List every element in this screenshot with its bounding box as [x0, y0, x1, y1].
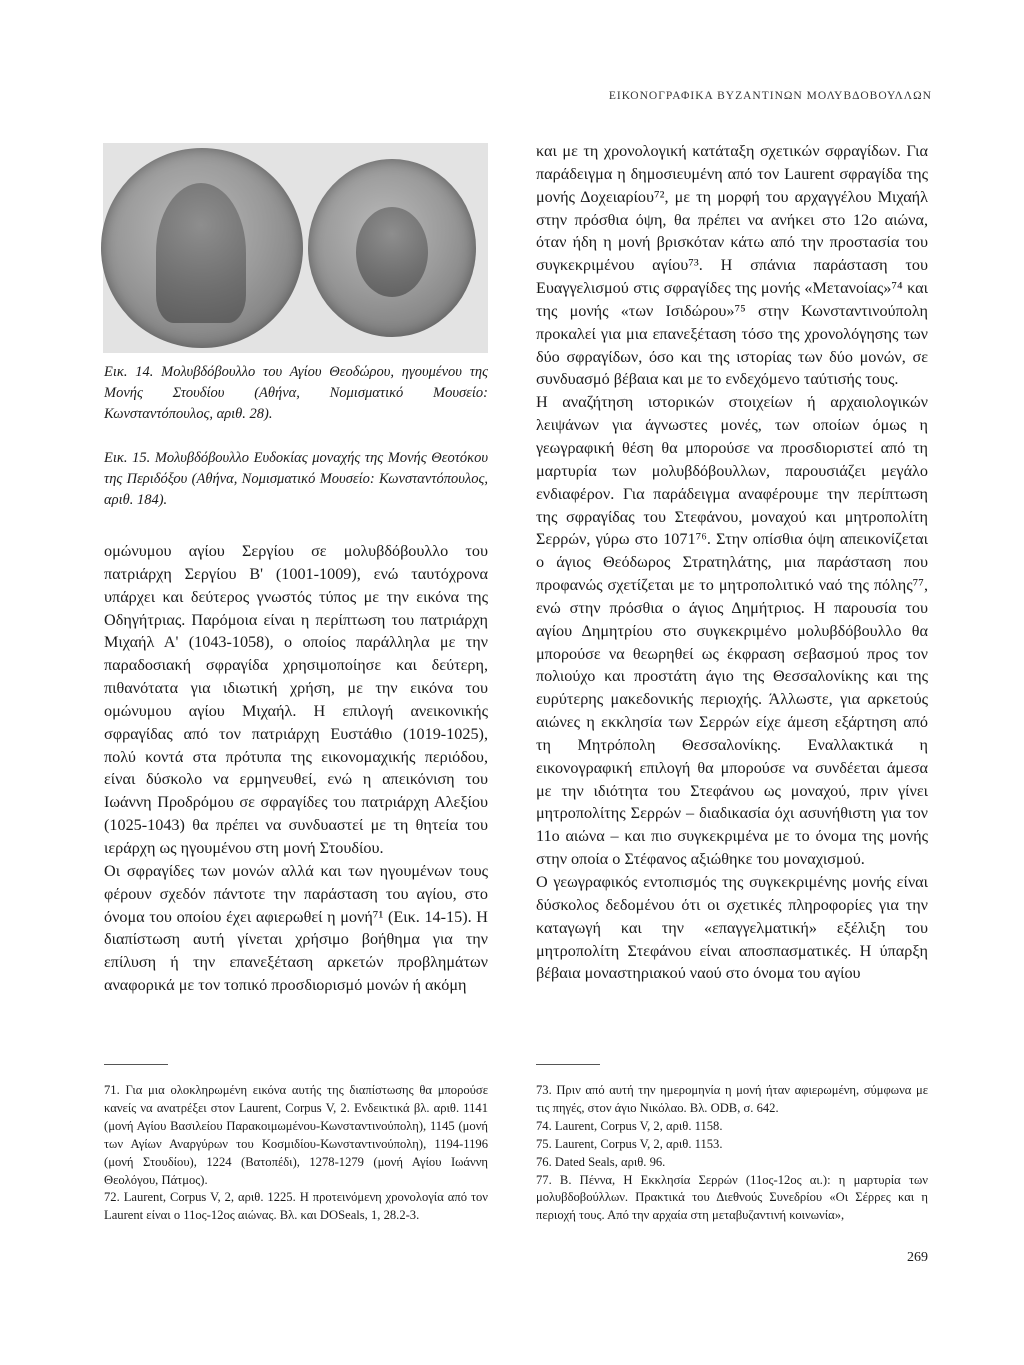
footnote-separator — [104, 1064, 168, 1065]
footnote-75: 75. Laurent, Corpus V, 2, αριθ. 1153. — [536, 1136, 723, 1151]
footnote-76: 76. Dated Seals, αριθ. 96. — [536, 1154, 666, 1169]
footnote-77: 77. Β. Πέννα, Η Εκκλησία Σερρών (11ος-12ος αι.): η μαρτυρία των μολυβδοβούλλων. Πρακτικά του Διεθνούς Συνεδρίου «Οι Σέρρες και η περιοχή τους. Από την αρχαία στη μεταβυζαντινή κοινωνία», — [536, 1172, 928, 1223]
paragraph: Οι σφραγίδες των μονών αλλά και των ηγουμένων τους φέρουν σχεδόν πάντοτε την παράσταση του αγίου, στο όνομα του οποίου έχει αφιερωθεί η μονή⁷¹ (Εικ. 14-15). Η διαπίστωση αυτή γίνεται χρήσιμο βοήθημα για την επίλυση ή την επανεξέταση αρκετών προβλημάτων αναφορικά με τον τοπικό προσδιορισμό μονών ή ακόμη — [104, 861, 488, 995]
figure-caption-14: Εικ. 14. Μολυβδόβουλλο του Αγίου Θεοδώρου, ηγουμένου της Μονής Στουδίου (Αθήνα, Νομισματικό Μουσείο: Κωνσταντόπουλος, αριθ. 28). — [104, 364, 488, 422]
figure-caption-15: Εικ. 15. Μολυβδόβουλλο Ευδοκίας μοναχής της Μονής Θεοτόκου της Περιδόξου (Αθήνα, Νομισματικό Μουσείο: Κωνσταντόπουλος, αριθ. 184). — [104, 450, 488, 508]
footnotes-left — [104, 1082, 488, 1225]
running-head: ΕΙΚΟΝΟΓΡΑΦΙΚΑ ΒΥΖΑΝΤΙΝΩΝ ΜΟΛΥΒΔΟΒΟΥΛΛΩΝ — [608, 90, 932, 102]
page-number: 269 — [907, 1250, 928, 1265]
footnote-73: 73. Πριν από αυτή την ημερομηνία η μονή ήταν αφιερωμένη, σύμφωνα με τις πηγές, στον άγιο Νικόλαο. Βλ. ODB, σ. 642. — [536, 1083, 928, 1115]
paragraph: Η αναζήτηση ιστορικών στοιχείων ή αρχαιολογικών λειψάνων για άγνωστες μονές, των οποίων όμως η γεωγραφική θέση θα μπορούσε να προσδιοριστεί από τη μαρτυρία των μολυβδόβουλλων, παρουσιάζει μεγάλο ενδιαφέρον. Για παράδειγμα αναφέρουμε την περίπτωση της σφραγίδας του Στεφάνου, μοναχού και μητροπολίτη Σερρών, γύρω στο 1071⁷⁶. Στην οπίσθια όψη απεικονίζεται ο άγιος Θεόδωρος Στρατηλάτης, μια παράσταση που προφανώς σχετίζεται με το μητροπολιτικό ναό της πόλης⁷⁷, ενώ στην πρόσθια ο άγιος Δημήτριος. Η παρουσία του αγίου Δημητρίου στο συγκεκριμένο μολυβδόβουλλο θα μπορούσε να θεωρηθεί ως έκφραση σεβασμού προς τον πολιούχο και προστάτη άγιο της Θεσσαλονίκης και της ευρύτερης μακεδονικής περιοχής. Άλλωστε, για αρκετούς αιώνες η εκκλησία των Σερρών είχε άμεση εξάρτηση από τη Μητρόπολη Θεσσαλονίκης. Εναλλακτικά η εικονογραφική επιλογή θα μπορούσε να συνδέεται άμεσα με την ιδιότητα του Στεφάνου ως μοναχού, πριν γίνει μητροπολίτης Σερρών – διαδικασία όχι ασυνήθιστη για τον 11ο αιώνα – και πιο συγκεκριμένα με το όνομα της μονής στην οποία ο Στέφανος αξιώθηκε του μοναχισμού. — [536, 393, 928, 869]
seal-image-saint-theodore — [101, 148, 303, 348]
footnote-71: 71. Για μια ολοκληρωμένη εικόνα αυτής της διαπίστωσης θα μπορούσε κανείς να ανατρέξει στον Laurent, Corpus V, 2. Ενδεικτικά βλ. αριθ. 1141 (μονή Αγίου Βασιλείου Παρακοιμωμένου-Κωνσταντινούπολη), 1145 (μονή των Αγίων Αναργύρων του Κοσμιδίου-Κωνσταντινούπολη), 1194-1196 (μονή Στουδίου), 1224 (Βατοπέδι), 1278-1279 (μονή Αγίου Ιωάννη Θεολόγου, Πάτμος). — [104, 1083, 488, 1187]
footnote-separator — [536, 1064, 600, 1065]
seal-image-theotokos — [308, 159, 476, 337]
paragraph: ομώνυμου αγίου Σεργίου σε μολυβδόβουλλο του πατριάρχη Σεργίου Β' (1001-1009), ενώ ταυτόχρονα υπάρχει και δεύτερος γνωστός τύπος με την εικόνα της Οδηγήτριας. Παρόμοια είναι η περίπτωση του πατριάρχη Μιχαήλ Α' (1043-1058), ο οποίος παράλληλα με την παραδοσιακή σφραγίδα χρησιμοποίησε και δεύτερη, πιθανότατα για ιδιωτική χρήση, με την εικόνα του ομώνυμου αγίου Μιχαήλ. Η επιλογή ανεικονικής σφραγίδας από τον πατριάρχη Ευστάθιο (1019-1025), πολύ κοντά στα πρότυπα της εικονομαχικής περιόδου, είναι δύσκολο να ερμηνευθεί, ενώ η απεικόνιση του Ιωάννη Προδρόμου σε σφραγίδες του πατριάρχη Αλεξίου (1025-1043) θα πρέπει να συνδυαστεί με τη θητεία του ιεράρχη ως ηγουμένου στη μονή Στουδίου. — [104, 542, 488, 857]
seal-bust-figure — [356, 207, 428, 297]
seal-photographs — [103, 143, 488, 353]
seal-bust-figure — [156, 183, 246, 323]
right-column-text — [536, 140, 928, 985]
left-column-text — [104, 540, 488, 997]
footnote-74: 74. Laurent, Corpus V, 2, αριθ. 1158. — [536, 1118, 723, 1133]
paragraph: Ο γεωγραφικός εντοπισμός της συγκεκριμένης μονής είναι δύσκολος δεδομένου ότι οι σχετικές πληροφορίες για την καταγωγή και την «επαγγελματική» εξέλιξη του μητροπολίτη Στεφάνου είναι αποσπασματικές. Η ύπαρξη βέβαια μοναστηριακού ναού στο όνομα του αγίου — [536, 873, 928, 983]
footnote-72: 72. Laurent, Corpus V, 2, αριθ. 1225. Η προτεινόμενη χρονολογία από τον Laurent είναι ο 11ος-12ος αιώνας. Βλ. και DOSeals, 1, 28.2-3. — [104, 1190, 488, 1223]
footnotes-right — [536, 1082, 928, 1225]
paragraph: και με τη χρονολογική κατάταξη σχετικών σφραγίδων. Για παράδειγμα η δημοσιευμένη από τον Laurent σφραγίδα της μονής Δοχειαρίου⁷², με τη μορφή του αρχαγγέλου Μιχαήλ στην πρόσθια όψη, θα πρέπει να ανήκει στο 12ο αιώνα, όταν ήδη η μονή βρισκόταν κάτω από την προστασία του συγκεκριμένου αγίου⁷³. Η σπάνια παράσταση του Ευαγγελισμού στις σφραγίδες της μονής «Μετανοίας»⁷⁴ και της μονής «των Ισιδώρου»⁷⁵ στην Κωνσταντινούπολη προκαλεί για μια επανεξέταση τόσο της χρονολόγησης των δύο σφραγίδων, όσο και της ιστορίας των δύο μονών, σε συνδυασμό βέβαια και με το ενδεχόμενο ταύτισής τους. — [536, 142, 928, 389]
